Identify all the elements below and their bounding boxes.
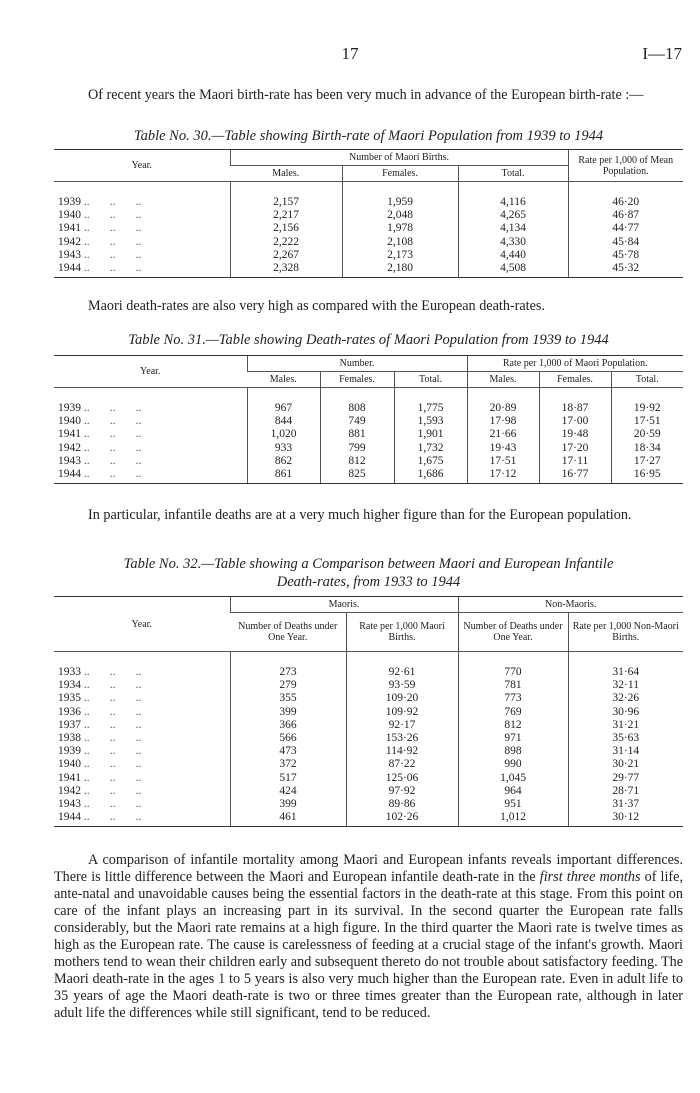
year-value: 1941 — [58, 222, 81, 235]
year-cell — [54, 772, 230, 785]
non-deaths-cell: 951 — [458, 798, 568, 811]
year-cell — [54, 249, 230, 262]
year-value: 1940 — [58, 209, 81, 222]
table30-group-header: Number of Maori Births. — [230, 150, 568, 166]
table30-row — [54, 236, 683, 249]
maori-rate-cell: 92·17 — [346, 719, 458, 732]
table32-caption-line1: Table No. 32.—Table showing a Comparison between Maori and European Infantile — [123, 556, 614, 572]
males-cell: 2,157 — [230, 182, 342, 210]
leader-dots: .. .. .. — [81, 679, 142, 692]
rate-cell: 45·84 — [568, 236, 683, 249]
maori-deaths-cell: 273 — [230, 652, 346, 680]
males-cell: 2,222 — [230, 236, 342, 249]
non-deaths-cell: 898 — [458, 745, 568, 758]
table30-caption: Table No. 30.—Table showing Birth-rate of Maori Population from 1939 to 1944 — [133, 128, 604, 144]
year-value: 1941 — [58, 428, 81, 441]
table30-row — [54, 262, 683, 278]
maori-deaths-cell: 566 — [230, 732, 346, 745]
table31-row — [54, 455, 683, 468]
leader-dots: .. .. .. — [81, 235, 142, 248]
table32-row — [54, 772, 683, 785]
leader-dots: .. .. .. — [81, 262, 142, 275]
year-value: 1942 — [58, 235, 81, 248]
rate-total-cell: 19·92 — [611, 388, 683, 416]
non-rate-cell: 32·26 — [568, 692, 683, 705]
rate-females-cell: 19·48 — [539, 428, 611, 441]
table30-body — [54, 182, 683, 278]
table32-maoris-header: Maoris. — [230, 597, 458, 613]
non-rate-cell: 28·71 — [568, 785, 683, 798]
table31-row — [54, 468, 683, 484]
maori-rate-cell: 109·92 — [346, 706, 458, 719]
maori-rate-cell: 97·92 — [346, 785, 458, 798]
intro-text: Of recent years the Maori birth-rate has been very much in advance of the European birth-rate :— — [88, 87, 644, 103]
table31-row — [54, 428, 683, 441]
males-cell: 861 — [247, 468, 320, 484]
year-value: 1943 — [58, 248, 81, 261]
males-cell: 862 — [247, 455, 320, 468]
non-deaths-cell: 781 — [458, 679, 568, 692]
year-value: 1936 — [58, 705, 81, 718]
maori-deaths-cell: 366 — [230, 719, 346, 732]
total-cell: 4,330 — [458, 236, 568, 249]
paragraph-comparison-text-1: A comparison of infantile mortality among Maori and European infants reveals important differences. There is little difference between the Maori and European infantile death-rate in the — [54, 852, 683, 885]
leader-dots: .. .. .. — [81, 428, 142, 441]
non-rate-cell: 32·11 — [568, 679, 683, 692]
table32-maori-deaths-header: Number of Deaths under One Year. — [230, 613, 346, 652]
males-cell: 1,020 — [247, 428, 320, 441]
total-cell: 4,116 — [458, 182, 568, 210]
rate-females-cell: 17·00 — [539, 415, 611, 428]
leader-dots: .. .. .. — [81, 666, 142, 678]
maori-rate-cell: 92·61 — [346, 652, 458, 680]
table31-rate-males-header: Males. — [467, 372, 539, 388]
males-cell: 967 — [247, 388, 320, 416]
table32-row — [54, 811, 683, 827]
year-value: 1943 — [58, 798, 81, 811]
females-cell: 812 — [320, 455, 394, 468]
paragraph-death-rates-text: Maori death-rates are also very high as compared with the European death-rates. — [88, 298, 545, 314]
year-cell — [54, 236, 230, 249]
rate-cell: 46·20 — [568, 182, 683, 210]
non-rate-cell: 31·21 — [568, 719, 683, 732]
page-number: 17 — [341, 44, 359, 63]
table31-total-header: Total. — [394, 372, 467, 388]
total-cell: 1,686 — [394, 468, 467, 484]
year-cell — [54, 209, 230, 222]
table32-non-deaths-header: Number of Deaths under One Year. — [458, 613, 568, 652]
year-value: 1933 — [58, 666, 81, 678]
leader-dots: .. .. .. — [81, 718, 142, 731]
total-cell: 1,593 — [394, 415, 467, 428]
table31-caption: Table No. 31.—Table showing Death-rates of Maori Population from 1939 to 1944 — [128, 332, 609, 348]
maori-rate-cell: 87·22 — [346, 758, 458, 771]
table31-row — [54, 442, 683, 455]
leader-dots: .. .. .. — [81, 441, 142, 454]
page-header — [0, 44, 700, 66]
non-deaths-cell: 769 — [458, 706, 568, 719]
leader-dots: .. .. .. — [81, 468, 142, 481]
females-cell: 1,959 — [342, 182, 458, 210]
non-rate-cell: 30·12 — [568, 811, 683, 827]
table32-caption-line2: Death-rates, from 1933 to 1944 — [276, 574, 461, 590]
rate-males-cell: 17·51 — [467, 455, 539, 468]
rate-females-cell: 18·87 — [539, 388, 611, 416]
year-value: 1935 — [58, 692, 81, 705]
paragraph-infantile — [54, 507, 683, 524]
rate-total-cell: 20·59 — [611, 428, 683, 441]
leader-dots: .. .. .. — [81, 745, 142, 758]
total-cell: 4,508 — [458, 262, 568, 278]
females-cell: 2,108 — [342, 236, 458, 249]
table32-row — [54, 758, 683, 771]
table31-rate-header: Rate per 1,000 of Maori Population. — [467, 356, 683, 372]
year-cell — [54, 428, 247, 441]
males-cell: 2,328 — [230, 262, 342, 278]
table32-row — [54, 652, 683, 680]
year-value: 1939 — [58, 196, 81, 208]
maori-rate-cell: 125·06 — [346, 772, 458, 785]
year-value: 1939 — [58, 745, 81, 758]
leader-dots: .. .. .. — [81, 811, 142, 824]
females-cell: 1,978 — [342, 222, 458, 235]
paragraph-comparison-text-2: of life, ante-natal and unavoidable causes being the essential factors in the death-rate at this stage. From this point on care of the infant plays an increasing part in its survival. In the second quarter the European rate falls considerably, but the Maori rate remains at a high figure. In the third quarter the Maori rate is twelve times as high as the European rate. The cause is carelessness of feeding at a crucial stage of the infant's growth. Maori mothers tend to wean their children early and subsequent thereto do not trouble about satisfactory feeding. The Maori death-rate in the ages 1 to 5 years is also very much higher than the European rate. Even in adult life to 35 years of age the Maori death-rate is two or three times greater than the European rate, although in later adult life the differences while still significant, tend to be reduced. — [54, 869, 683, 1021]
rate-cell: 45·32 — [568, 262, 683, 278]
table31-rate-total-header: Total. — [611, 372, 683, 388]
table30-females-header: Females. — [342, 166, 458, 182]
table32-row — [54, 798, 683, 811]
year-cell — [54, 262, 230, 278]
maori-deaths-cell: 424 — [230, 785, 346, 798]
table32 — [54, 596, 683, 827]
year-cell — [54, 811, 230, 827]
year-value: 1938 — [58, 732, 81, 745]
year-value: 1941 — [58, 771, 81, 784]
table32-row — [54, 785, 683, 798]
table32-row — [54, 732, 683, 745]
maori-rate-cell: 93·59 — [346, 679, 458, 692]
rate-total-cell: 16·95 — [611, 468, 683, 484]
maori-rate-cell: 114·92 — [346, 745, 458, 758]
rate-cell: 46·87 — [568, 209, 683, 222]
table31-row — [54, 415, 683, 428]
maori-rate-cell: 153·26 — [346, 732, 458, 745]
maori-deaths-cell: 473 — [230, 745, 346, 758]
table31-row — [54, 388, 683, 416]
females-cell: 881 — [320, 428, 394, 441]
table31 — [54, 355, 683, 484]
total-cell: 1,732 — [394, 442, 467, 455]
table32-row — [54, 679, 683, 692]
table32-body — [54, 652, 683, 827]
maori-deaths-cell: 399 — [230, 798, 346, 811]
females-cell: 2,173 — [342, 249, 458, 262]
table32-non-maoris-header: Non-Maoris. — [458, 597, 683, 613]
table32-caption — [54, 555, 683, 591]
year-cell — [54, 652, 230, 680]
total-cell: 1,675 — [394, 455, 467, 468]
table31-rate-females-header: Females. — [539, 372, 611, 388]
females-cell: 749 — [320, 415, 394, 428]
leader-dots: .. .. .. — [81, 705, 142, 718]
rate-females-cell: 17·11 — [539, 455, 611, 468]
rate-total-cell: 17·27 — [611, 455, 683, 468]
rate-females-cell: 16·77 — [539, 468, 611, 484]
table32-row — [54, 706, 683, 719]
non-rate-cell: 35·63 — [568, 732, 683, 745]
table30-row — [54, 182, 683, 210]
males-cell: 933 — [247, 442, 320, 455]
rate-males-cell: 21·66 — [467, 428, 539, 441]
males-cell: 844 — [247, 415, 320, 428]
paragraph-death-rates — [54, 298, 683, 315]
year-cell — [54, 388, 247, 416]
non-rate-cell: 31·64 — [568, 652, 683, 680]
paragraph-comparison — [54, 852, 683, 1022]
rate-males-cell: 19·43 — [467, 442, 539, 455]
rate-females-cell: 17·20 — [539, 442, 611, 455]
year-value: 1942 — [58, 784, 81, 797]
rate-total-cell: 17·51 — [611, 415, 683, 428]
table30-row — [54, 249, 683, 262]
non-deaths-cell: 964 — [458, 785, 568, 798]
year-value: 1937 — [58, 718, 81, 731]
total-cell: 4,134 — [458, 222, 568, 235]
leader-dots: .. .. .. — [81, 784, 142, 797]
males-cell: 2,267 — [230, 249, 342, 262]
non-rate-cell: 31·37 — [568, 798, 683, 811]
year-cell — [54, 798, 230, 811]
table32-row — [54, 745, 683, 758]
leader-dots: .. .. .. — [81, 798, 142, 811]
maori-deaths-cell: 461 — [230, 811, 346, 827]
year-cell — [54, 455, 247, 468]
year-cell — [54, 785, 230, 798]
table30-row — [54, 222, 683, 235]
leader-dots: .. .. .. — [81, 402, 142, 414]
rate-males-cell: 17·98 — [467, 415, 539, 428]
table31-body — [54, 388, 683, 484]
paragraph-comparison-italic: first three months — [539, 869, 641, 885]
non-deaths-cell: 773 — [458, 692, 568, 705]
non-deaths-cell: 1,012 — [458, 811, 568, 827]
leader-dots: .. .. .. — [81, 248, 142, 261]
table30-rate-header: Rate per 1,000 of Mean Population. — [568, 150, 683, 182]
leader-dots: .. .. .. — [81, 415, 142, 428]
year-cell — [54, 745, 230, 758]
paragraph-infantile-text: In particular, infantile deaths are at a very much higher figure than for the European population. — [88, 507, 632, 523]
females-cell: 799 — [320, 442, 394, 455]
males-cell: 2,217 — [230, 209, 342, 222]
females-cell: 808 — [320, 388, 394, 416]
year-value: 1939 — [58, 402, 81, 414]
maori-deaths-cell: 517 — [230, 772, 346, 785]
rate-total-cell: 18·34 — [611, 442, 683, 455]
table30-males-header: Males. — [230, 166, 342, 182]
leader-dots: .. .. .. — [81, 222, 142, 235]
year-cell — [54, 706, 230, 719]
leader-dots: .. .. .. — [81, 196, 142, 208]
year-value: 1944 — [58, 468, 81, 481]
non-deaths-cell: 1,045 — [458, 772, 568, 785]
females-cell: 2,048 — [342, 209, 458, 222]
table32-row — [54, 719, 683, 732]
intro-paragraph — [54, 87, 683, 104]
year-cell — [54, 222, 230, 235]
year-cell — [54, 732, 230, 745]
total-cell: 4,440 — [458, 249, 568, 262]
year-cell — [54, 692, 230, 705]
non-rate-cell: 30·96 — [568, 706, 683, 719]
non-rate-cell: 30·21 — [568, 758, 683, 771]
year-value: 1944 — [58, 262, 81, 275]
year-cell — [54, 442, 247, 455]
non-deaths-cell: 770 — [458, 652, 568, 680]
maori-deaths-cell: 279 — [230, 679, 346, 692]
rate-cell: 45·78 — [568, 249, 683, 262]
rate-cell: 44·77 — [568, 222, 683, 235]
leader-dots: .. .. .. — [81, 692, 142, 705]
leader-dots: .. .. .. — [81, 758, 142, 771]
maori-deaths-cell: 355 — [230, 692, 346, 705]
year-cell — [54, 415, 247, 428]
total-cell: 1,901 — [394, 428, 467, 441]
maori-deaths-cell: 372 — [230, 758, 346, 771]
year-value: 1942 — [58, 441, 81, 454]
year-value: 1934 — [58, 679, 81, 692]
maori-rate-cell: 102·26 — [346, 811, 458, 827]
table30 — [54, 149, 683, 278]
year-value: 1944 — [58, 811, 81, 824]
year-cell — [54, 679, 230, 692]
table32-non-rate-header: Rate per 1,000 Non-Maori Births. — [568, 613, 683, 652]
non-rate-cell: 31·14 — [568, 745, 683, 758]
non-rate-cell: 29·77 — [568, 772, 683, 785]
year-value: 1940 — [58, 758, 81, 771]
year-cell — [54, 719, 230, 732]
maori-deaths-cell: 399 — [230, 706, 346, 719]
leader-dots: .. .. .. — [81, 771, 142, 784]
total-cell: 1,775 — [394, 388, 467, 416]
rate-males-cell: 17·12 — [467, 468, 539, 484]
table30-year-header: Year. — [54, 150, 230, 182]
table30-row — [54, 209, 683, 222]
leader-dots: .. .. .. — [81, 454, 142, 467]
table31-males-header: Males. — [247, 372, 320, 388]
year-value: 1943 — [58, 454, 81, 467]
table31-year-header: Year. — [54, 356, 247, 388]
maori-rate-cell: 89·86 — [346, 798, 458, 811]
rate-males-cell: 20·89 — [467, 388, 539, 416]
leader-dots: .. .. .. — [81, 209, 142, 222]
non-deaths-cell: 971 — [458, 732, 568, 745]
non-deaths-cell: 990 — [458, 758, 568, 771]
year-cell — [54, 758, 230, 771]
leader-dots: .. .. .. — [81, 732, 142, 745]
year-value: 1940 — [58, 415, 81, 428]
total-cell: 4,265 — [458, 209, 568, 222]
males-cell: 2,156 — [230, 222, 342, 235]
table30-total-header: Total. — [458, 166, 568, 182]
table32-year-header: Year. — [54, 597, 230, 652]
table31-number-header: Number. — [247, 356, 467, 372]
page-reference: I—17 — [642, 44, 682, 63]
females-cell: 825 — [320, 468, 394, 484]
table32-maori-rate-header: Rate per 1,000 Maori Births. — [346, 613, 458, 652]
table31-females-header: Females. — [320, 372, 394, 388]
year-cell — [54, 468, 247, 484]
maori-rate-cell: 109·20 — [346, 692, 458, 705]
non-deaths-cell: 812 — [458, 719, 568, 732]
females-cell: 2,180 — [342, 262, 458, 278]
table32-row — [54, 692, 683, 705]
year-cell — [54, 182, 230, 210]
